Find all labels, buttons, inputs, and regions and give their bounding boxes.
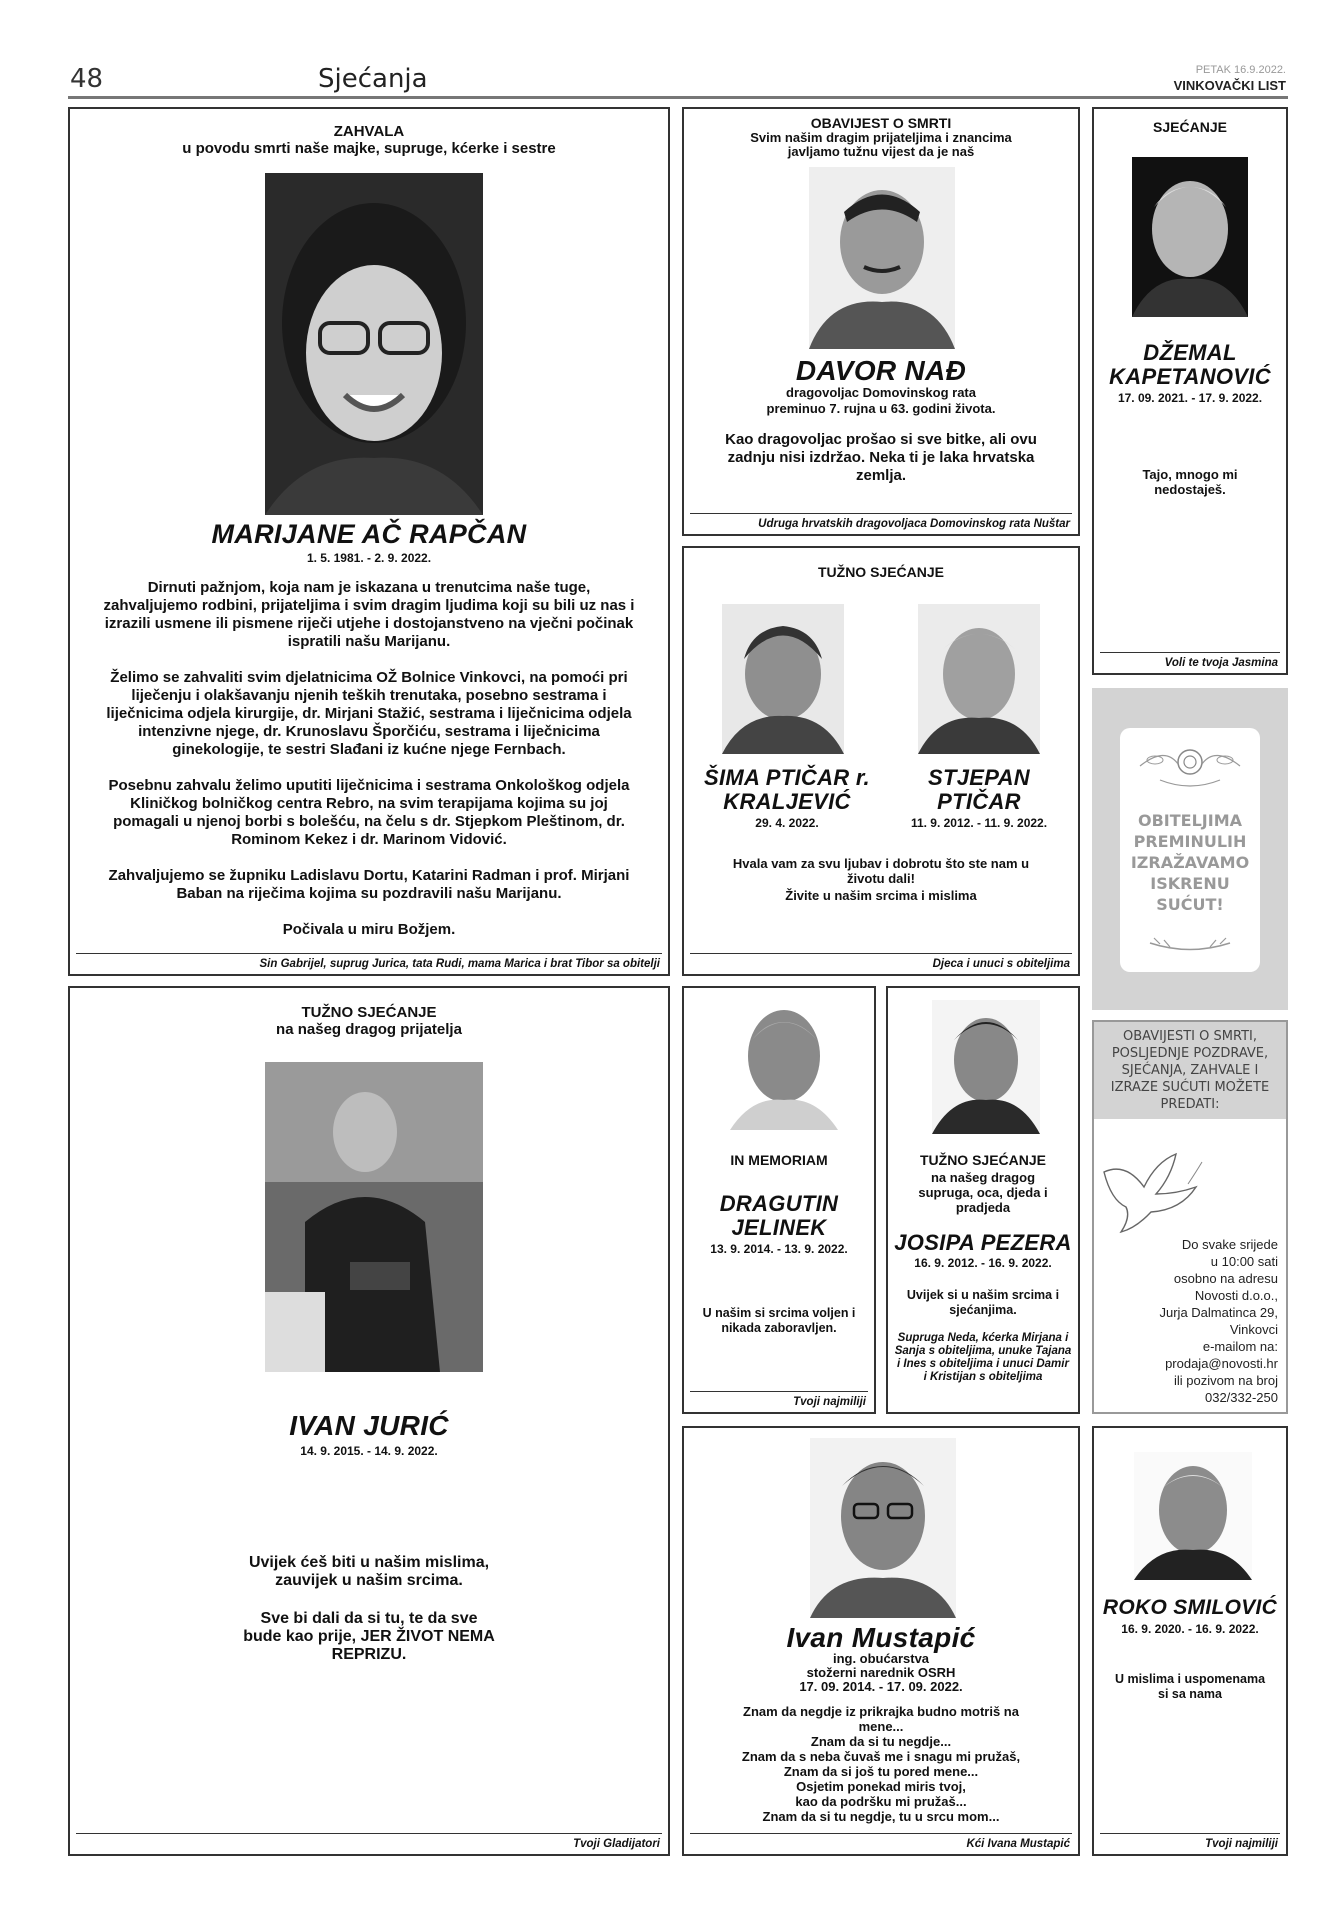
paragraph-5: Počivala u miru Božjem. — [282, 921, 456, 938]
deceased-name: IVAN JURIĆ — [289, 1410, 449, 1441]
life-dates: 13. 9. 2014. - 13. 9. 2022. — [710, 1242, 848, 1256]
page-number: 48 — [70, 64, 104, 94]
condolence-text: OBITELJIMA PREMINULIH IZRAŽAVAMO ISKRENU SUĆUT! — [1130, 811, 1250, 914]
notice-subtitle: u povodu smrti naše majke, supruge, kćerke i sestre — [182, 140, 556, 157]
paper-name: VINKOVAČKI LIST — [1173, 78, 1286, 93]
deceased-name-right: STJEPAN PTIČAR — [928, 765, 1030, 814]
paragraph-3: Posebnu zahvalu želimo uputiti liječnicima i sestrama Onkološkog odjela Kliničkog bolničkog centra Rebro, na svim terapijama kojima su joj pomagali u njenoj borbi s bolešću, na čelu s dr. Stjepkom Pleštinom, dr. Rominom Kekez i dr. Marinom Vidović. — [108, 777, 630, 848]
divider — [76, 1833, 662, 1834]
poem-line: Znam da si tu negdje... — [810, 1734, 952, 1749]
portrait-photo-right — [918, 604, 1040, 754]
divider — [690, 953, 1072, 954]
life-dates: 17. 09. 2014. - 17. 09. 2022. — [799, 1679, 963, 1694]
deceased-name: JOSIPA PEZERA — [894, 1230, 1072, 1255]
poem — [720, 1704, 1042, 1824]
deceased-name: DŽEMAL KAPETANOVIĆ — [1109, 340, 1271, 389]
signature: Udruga hrvatskih dragovoljaca Domovinskog rata Nuštar — [758, 518, 1070, 530]
page-header — [68, 62, 1288, 99]
notice-text: Tajo, mnogo mi nedostaješ. — [1142, 467, 1238, 497]
notice-text: Uvijek ćeš biti u našim mislima, zauvijek u našim srcima. — [248, 1554, 490, 1589]
thanks-text — [100, 579, 638, 939]
notice-obavijest — [682, 107, 1080, 536]
poem-line: Osjetim ponekad miris tvoj, — [796, 1779, 966, 1794]
notice-label: TUŽNO SJEĆANJE — [301, 1004, 437, 1021]
portrait-photo-left — [722, 604, 844, 754]
portrait-photo — [265, 173, 483, 515]
info-line: e-mailom na: — [1202, 1339, 1278, 1354]
info-box — [1092, 1020, 1288, 1414]
portrait-photo — [1132, 157, 1248, 317]
deceased-role: dragovoljac Domovinskog rata — [786, 385, 976, 400]
deceased-name: ROKO SMILOVIĆ — [1102, 1596, 1278, 1619]
signature: Tvoji najmiliji — [793, 1396, 866, 1408]
notice-smilovic — [1092, 1426, 1288, 1856]
deceased-name: DAVOR NAĐ — [795, 355, 967, 386]
notice-text: Kao dragovoljac prošao si sve bitke, ali ovu zadnju nisi izdržao. Neka ti je laka hrvatska zemlja. — [725, 431, 1037, 484]
notice-subtitle: na našeg dragog prijatelja — [276, 1021, 462, 1038]
notice-zahvala — [68, 107, 670, 976]
notice-pezera — [886, 986, 1080, 1414]
info-line: ili pozivom na broj — [1173, 1373, 1278, 1388]
life-dates-left: 29. 4. 2022. — [755, 816, 819, 830]
condolence-card — [1120, 728, 1260, 972]
signature: Tvoji Gladijatori — [573, 1838, 660, 1850]
poem-line: Znam da negdje iz prikrajka budno motriš na mene... — [743, 1704, 1019, 1734]
info-title: OBAVIJESTI O SMRTI, POSLJEDNJE POZDRAVE, SJEĆANJA, ZAHVALE I IZRAZE SUĆUTI MOŽETE PREDATI: — [1094, 1022, 1286, 1119]
info-line: Novosti d.o.o., — [1194, 1288, 1278, 1303]
info-details — [1160, 1236, 1279, 1406]
section-title: Sjećanja — [318, 64, 428, 94]
divider — [1100, 1833, 1280, 1834]
divider — [690, 513, 1072, 514]
poem-line: Znam da si još tu pored mene... — [783, 1764, 979, 1779]
divider — [1100, 652, 1280, 653]
deceased-role: ing. obućarstva — [832, 1651, 930, 1666]
signature: Supruga Neda, kćerka Mirjana i Sanja s obiteljima, unuke Tajana i Ines s obiteljima i unuci Damir i Kristijan s obiteljima — [894, 1332, 1072, 1383]
poem-line: kao da podršku mi pružaš... — [795, 1794, 967, 1809]
signature: Tvoji najmiliji — [1205, 1838, 1278, 1850]
signature: Djeca i unuci s obiteljima — [932, 958, 1070, 970]
notice-pticar — [682, 546, 1080, 976]
portrait-photo — [1134, 1452, 1252, 1580]
signature: Kći Ivana Mustapić — [966, 1838, 1070, 1850]
notice-juric — [68, 986, 670, 1856]
death-info: preminuo 7. rujna u 63. godini života. — [766, 401, 996, 416]
info-line: Jurja Dalmatinca 29, — [1159, 1305, 1278, 1320]
deceased-name: MARIJANE AČ RAPČAN — [211, 519, 527, 549]
notice-text: Hvala vam za svu ljubav i dobrotu što ste nam u životu dali! — [732, 856, 1030, 886]
issue-date: PETAK 16.9.2022. — [1195, 64, 1286, 76]
paragraph-1: Dirnuti pažnjom, koja nam je iskazana u trenutcima naše tuge, zahvaljujemo rodbini, prijateljima i svim dragim ljudima koji su bili uz nas i izrazili usmene ili pismene riječi utjehe i dostojanstveno na vječni počinak ispratili našu Marijanu. — [103, 579, 635, 650]
deceased-name: Ivan Mustapić — [786, 1622, 976, 1653]
notice-label: OBAVIJEST O SMRTI — [810, 115, 952, 131]
dove-icon — [1096, 1132, 1206, 1242]
notice-text: U mislima i uspomenama si sa nama — [1114, 1672, 1266, 1701]
life-dates: 16. 9. 2020. - 16. 9. 2022. — [1121, 1622, 1259, 1636]
notice-jelinek — [682, 986, 876, 1414]
notice-mustapic — [682, 1426, 1080, 1856]
paragraph-4: Zahvaljujemo se župniku Ladislavu Dortu, Katarini Radman i prof. Mirjani Baban na riječima kojima su pozdravili našu Marijanu. — [108, 867, 630, 902]
divider — [76, 953, 662, 954]
notice-text: U našim si srcima voljen i nikada zaboravljen. — [702, 1306, 856, 1335]
info-line: Do svake srijede — [1181, 1237, 1278, 1252]
portrait-photo — [932, 1000, 1040, 1134]
signature: Voli te tvoja Jasmina — [1164, 657, 1278, 669]
life-dates: 16. 9. 2012. - 16. 9. 2022. — [914, 1256, 1052, 1270]
notice-label: TUŽNO SJEĆANJE — [919, 1152, 1047, 1168]
portrait-photo — [810, 1438, 956, 1618]
rose-icon — [1120, 736, 1260, 796]
notice-text: Uvijek si u našim srcima i sjećanjima. — [906, 1288, 1060, 1317]
paragraph-2: Želimo se zahvaliti svim djelatnicima OŽ Bolnice Vinkovci, na pomoći pri liječenju i olakšavanju njenih teških trenutaka, posebno sestrama i liječnicima odjela kirurgije, dr. Mirjani Stažić, sestrama i liječnicima odjela intenzivne njege, dr. Krunoslavu Šporčiću, sestrama i liječnicima ginekologije, te sestri Slađani iz kućne njege Fernbach. — [106, 669, 632, 758]
notice-dzemal — [1092, 107, 1288, 675]
notice-text-2: Sve bi dali da si tu, te da sve bude kao prije, JER ŽIVOT NEMA REPRIZU. — [243, 1610, 495, 1663]
notice-intro: Svim našim dragim prijateljima i znancima javljamo tužnu vijest da je naš — [750, 130, 1012, 159]
portrait-photo — [809, 167, 955, 349]
notice-label: SJEĆANJE — [1153, 119, 1227, 135]
poem-line: Znam da s neba čuvaš me i snagu mi pružaš, — [741, 1749, 1021, 1764]
info-line: u 10:00 sati — [1210, 1254, 1278, 1269]
life-dates: 14. 9. 2015. - 14. 9. 2022. — [300, 1444, 438, 1458]
life-dates-right: 11. 9. 2012. - 11. 9. 2022. — [910, 816, 1048, 830]
portrait-photo — [265, 1062, 483, 1372]
info-line: Vinkovci — [1229, 1322, 1278, 1337]
notice-label: IN MEMORIAM — [730, 1152, 828, 1168]
notice-subtitle: na našeg dragog supruga, oca, djeda i pradjeda — [918, 1170, 1048, 1215]
divider — [690, 1833, 1072, 1834]
life-dates: 17. 09. 2021. - 17. 9. 2022. — [1117, 391, 1263, 405]
life-dates: 1. 5. 1981. - 2. 9. 2022. — [306, 551, 432, 565]
info-phone: 032/332-250 — [1204, 1390, 1278, 1405]
notice-label: ZAHVALA — [333, 123, 405, 140]
deceased-name-left: ŠIMA PTIČAR r. KRALJEVIĆ — [704, 765, 870, 814]
condolence-graphic — [1092, 688, 1288, 1010]
info-email: prodaja@novosti.hr — [1165, 1356, 1278, 1371]
signature: Sin Gabrijel, suprug Jurica, tata Rudi, mama Marica i brat Tibor sa obitelji — [259, 958, 660, 970]
divider — [690, 1391, 868, 1392]
wreath-icon — [1120, 928, 1260, 958]
info-line: osobno na adresu — [1173, 1271, 1278, 1286]
poem-line: Znam da si tu negdje, tu u srcu mom... — [762, 1809, 1000, 1824]
notice-text-2: Živite u našim srcima i mislima — [785, 888, 977, 903]
deceased-rank: stožerni narednik OSRH — [806, 1665, 956, 1680]
notice-label: TUŽNO SJEĆANJE — [817, 564, 945, 580]
portrait-photo — [722, 1000, 842, 1130]
deceased-name: DRAGUTIN JELINEK — [719, 1191, 839, 1240]
